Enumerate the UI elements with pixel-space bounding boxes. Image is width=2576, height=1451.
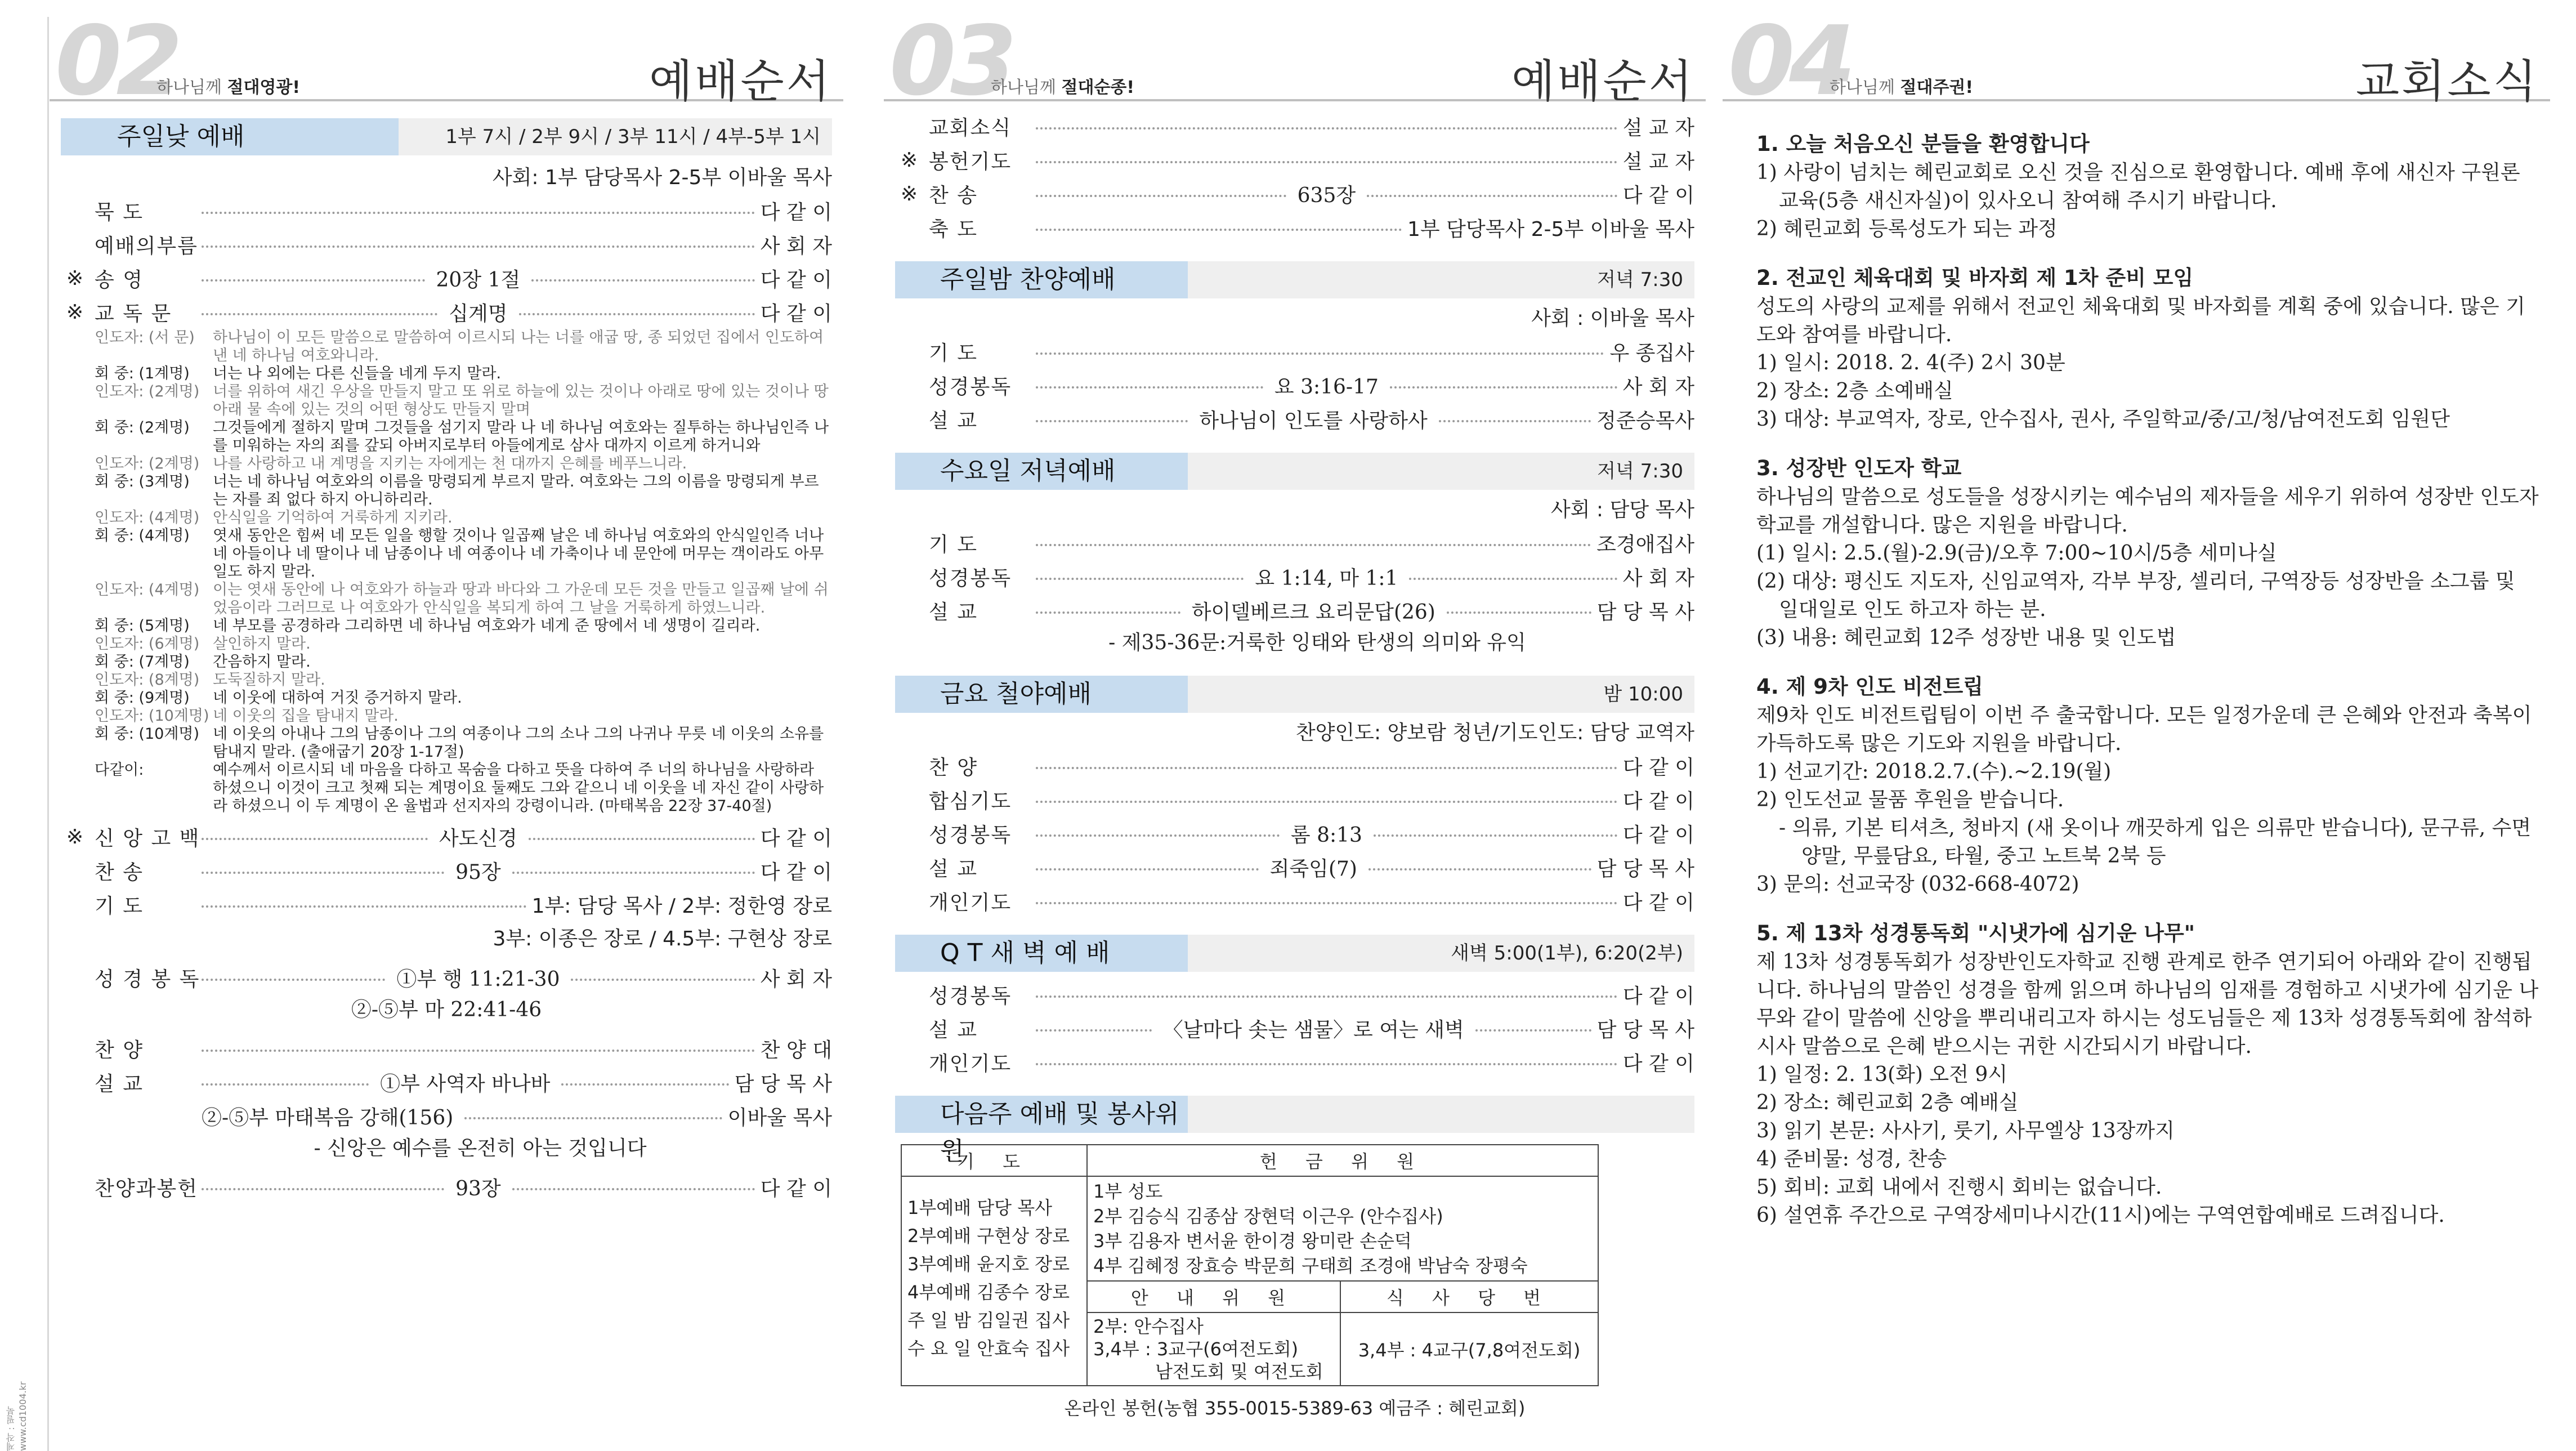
prayer-person: 4부예배 김종수 장로	[907, 1282, 1070, 1303]
verse-text: 그것들에게 절하지 말며 그것들을 섬기지 말라 나 네 하나님 여호와는 질투하는 하나님인즉 나를 미워하는 자의 죄를 갚되 아버지로부터 아들에게로 삼사 대까지 이르게 하거니와	[213, 419, 829, 454]
sermon-row: 설 교 ①부 사역자 바나바 담 당 목 사	[95, 1072, 833, 1096]
verse-text: 간음하지 말라.	[213, 653, 311, 671]
leader-dots	[202, 245, 755, 248]
news-line: 하나님의 말씀으로 성도들을 성장시키는 예수님의 제자들을 세우기 위하여 성장반 인도자 학교를 개설합니다. 많은 지원을 바랍니다.	[1756, 485, 2539, 537]
leader-dots	[202, 279, 425, 282]
sermon-subtitle: - 제35-36문:거룩한 잉태와 탄생의 의미와 유익	[1108, 631, 1526, 654]
speaker: 인도자: (4계명)	[95, 509, 200, 526]
order-label: 교 독 문	[95, 302, 172, 325]
decalogue-line	[95, 707, 832, 725]
decalogue-line	[95, 383, 832, 419]
order-row	[61, 194, 832, 227]
news-heading: 1. 오늘 처음오신 분들을 환영합니다	[1756, 132, 2090, 156]
sermon-subtitle: - 신앙은 예수를 온전히 아는 것입니다	[314, 1137, 647, 1160]
order-detail: 하나님이 인도를 사랑하사	[1199, 409, 1428, 432]
page-title: 예배순서	[1511, 55, 1694, 108]
order-row	[895, 816, 1694, 850]
decalogue-line	[95, 581, 832, 617]
decalogue-line	[95, 455, 832, 473]
order-label: 찬 송	[95, 860, 144, 884]
decalogue-line	[95, 509, 832, 527]
speaker: 회 중: (1계명)	[95, 365, 190, 382]
order-row	[895, 143, 1694, 177]
order-detail: 635장	[1297, 184, 1356, 207]
leader-dots	[1475, 1029, 1591, 1032]
leader-dots	[1036, 1029, 1152, 1032]
order-person: 정준승목사	[1596, 409, 1695, 432]
verse-text: 너는 나 외에는 다른 신들을 네게 두지 말라.	[213, 365, 502, 382]
news-line: 2) 혜린교회 등록성도가 되는 과정	[1756, 217, 2058, 240]
order-person: 다 같 이	[760, 827, 833, 850]
speaker: 회 중: (4계명)	[95, 527, 190, 544]
prayer-person: 수 요 일 안효숙 집사	[907, 1338, 1070, 1359]
leader-dots	[1036, 161, 1617, 163]
decalogue-line	[95, 725, 832, 761]
order-label: 성경봉독	[929, 984, 1012, 1008]
order-label: 교회소식	[929, 116, 1012, 140]
leader-dots	[1036, 127, 1617, 130]
prayer-line-2: 3부: 이종은 장로 / 4.5부: 구현상 장로	[493, 927, 832, 950]
verse-text: 하나님이 이 모든 말씀으로 말씀하여 이르시되 나는 너를 애굽 땅, 종 되었던 집에서 인도하여 낸 네 하나님 여호와니라.	[213, 329, 824, 364]
page-number: 04	[1728, 6, 1850, 117]
leader-dots	[1036, 229, 1402, 231]
leader-dots	[1367, 195, 1617, 197]
panel-divider	[47, 17, 49, 1451]
speaker: 회 중: (10계명)	[95, 725, 200, 743]
speaker: 회 중: (5계명)	[95, 617, 190, 635]
decalogue-line	[95, 329, 832, 365]
order-row	[895, 109, 1694, 143]
order-row	[895, 177, 1694, 211]
verse-text: 네 이웃의 아내나 그의 남종이나 그의 여종이나 그의 소나 그의 나귀나 무릇 네 이웃의 소유를 탐내지 말라. (출애굽기 20장 1-17절)	[213, 725, 824, 761]
leader-dots	[1439, 420, 1591, 422]
order-person: 담 당 목 사	[1596, 1018, 1694, 1042]
order-person: 다 같 이	[1622, 984, 1694, 1008]
verse-text: 네 이웃의 집을 탐내지 말라.	[213, 707, 399, 725]
speaker: 회 중: (2계명)	[95, 419, 190, 436]
verse-text: 안식일을 기억하여 거룩하게 지키라.	[213, 509, 453, 526]
news-line: 2) 장소: 2층 소예배실	[1756, 380, 1953, 403]
section-title: Q T 새 벽 예 배	[895, 935, 1188, 972]
bible-reading-row: 성 경 봉 독 ①부 행 11:21-30 사 회 자	[95, 967, 833, 991]
order-detail: 사도신경	[439, 827, 517, 850]
news-line: 3) 대상: 부교역자, 장로, 안수집사, 권사, 주일학교/중/고/청/남여전도회 임원단	[1756, 408, 2450, 431]
side-credit: 제작 : 필북 www.cd1004.kr	[6, 1381, 28, 1451]
news-line: 5) 회비: 교회 내에서 진행시 회비는 없습니다.	[1756, 1176, 2162, 1199]
decalogue-line	[95, 527, 832, 581]
order-label: 기 도	[95, 894, 144, 918]
speaker: 회 중: (3계명)	[95, 473, 190, 490]
news-line: 4) 준비물: 성경, 찬송	[1756, 1148, 1947, 1171]
news-line: 6) 설연휴 주간으로 구역장세미나시간(11시)에는 구역연합예배로 드려집니다.	[1756, 1204, 2445, 1227]
order-row	[895, 560, 1694, 593]
news-line: 2) 장소: 혜린교회 2층 예배실	[1756, 1091, 2019, 1114]
leader-dots	[1036, 352, 1604, 355]
host-line: 사회 : 담당 목사	[1550, 498, 1694, 521]
order-person: 1부: 담당 목사 / 2부: 정한영 장로	[531, 894, 832, 918]
decalogue-line	[95, 635, 832, 653]
section-bar	[895, 676, 1694, 713]
speaker: 회 중: (9계명)	[95, 689, 190, 707]
leader-dots	[1374, 834, 1617, 837]
leader-dots	[529, 838, 755, 840]
prayer-person: 2부예배 구현상 장로	[907, 1225, 1070, 1247]
mark: ※	[900, 148, 918, 172]
decalogue-line	[95, 761, 832, 815]
leader-dots	[1409, 578, 1617, 580]
leader-dots	[1390, 386, 1617, 389]
order-row	[895, 1045, 1694, 1079]
order-person: 다 같 이	[1622, 184, 1694, 207]
order-label: 축 도	[929, 217, 978, 241]
page-header	[50, 6, 843, 117]
section-bar	[895, 935, 1694, 972]
section-title: 수요일 저녁예배	[895, 453, 1188, 490]
order-row	[895, 884, 1694, 918]
verse-text: 너는 네 하나님 여호와의 이름을 망령되게 부르지 말라. 여호와는 그의 이름을 망령되게 부르는 자를 죄 없다 하지 아니하리라.	[213, 473, 819, 508]
order-row	[895, 783, 1694, 816]
leader-dots	[1447, 611, 1591, 614]
news-line: 1) 선교기간: 2018.2.7.(수).~2.19(월)	[1756, 760, 2112, 783]
verse-text: 예수께서 이르시되 네 마음을 다하고 목숨을 다하고 뜻을 다하여 주 너의 하나님을 사랑하라 하셨으니 이것이 크고 첫째 되는 계명이요 둘째도 그와 같으니 네 이웃을 네 자신 같이 사랑하라 하셨으니 이 두 계명이 온 율법과 선지자의 강령이니라. (마태복음 22장 37-40절)	[213, 761, 824, 815]
section-time: 저녁 7:30	[1188, 261, 1694, 298]
order-row	[895, 402, 1694, 436]
section-time: 밤 10:00	[1188, 676, 1694, 713]
news-heading: 4. 제 9차 인도 비전트립	[1756, 675, 1984, 699]
order-person: 다 같 이	[760, 268, 832, 292]
leader-dots	[1036, 611, 1180, 614]
order-label: 신 앙 고 백	[95, 827, 200, 850]
order-label: 기 도	[929, 341, 978, 365]
order-label: 설 교	[929, 857, 978, 881]
leader-dots	[1036, 578, 1244, 580]
order-label: 묵 도	[95, 200, 144, 224]
leader-dots	[202, 905, 526, 908]
order-detail: 요 1:14, 마 1:1	[1255, 566, 1398, 590]
news-line: 1) 일정: 2. 13(화) 오전 9시	[1756, 1063, 2008, 1086]
order-person: 다 같 이	[760, 860, 832, 884]
verse-text: 네 이웃에 대하여 거짓 증거하지 말라.	[213, 689, 462, 707]
order-detail: 하이델베르크 요리문답(26)	[1191, 600, 1435, 624]
news-line: (3) 내용: 혜린교회 12주 성장반 내용 및 인도법	[1756, 626, 2176, 649]
order-person: 우 종집사	[1609, 341, 1694, 365]
order-person: 다 같 이	[760, 200, 832, 224]
offering-team: 2부 김승식 김종삼 장현덕 이근우 (안수집사)	[1093, 1206, 1443, 1227]
speaker: 인도자: (서 문)	[95, 329, 195, 346]
leader-dots	[202, 872, 444, 874]
order-person: 담 당 목 사	[1596, 857, 1695, 881]
news-line: (2) 대상: 평신도 지도자, 신임교역자, 각부 부장, 셀리더, 구역장등 성장반을 소그룹 및 일대일로 인도 하고자 하는 분.	[1756, 570, 2515, 621]
order-detail: 20장 1절	[436, 268, 521, 292]
leader-dots	[202, 313, 437, 315]
leader-dots	[1036, 195, 1286, 197]
order-row	[61, 261, 832, 295]
news-line: 3) 문의: 선교국장 (032-668-4072)	[1756, 873, 2079, 896]
order-person: 사 회 자	[1622, 375, 1695, 399]
section-title: 주일낮 예배	[61, 118, 399, 155]
leader-dots	[519, 313, 755, 315]
order-label: 성경봉독	[929, 566, 1012, 590]
news-heading: 5. 제 13차 성경통독회 "시냇가에 심기운 나무"	[1756, 921, 2195, 945]
order-row	[61, 820, 832, 854]
mark: ※	[900, 182, 918, 206]
order-label: 합심기도	[929, 789, 1012, 813]
leader-dots	[202, 838, 428, 840]
page-04	[1723, 6, 2550, 1451]
page-header	[884, 6, 1706, 117]
order-label: 성경봉독	[929, 823, 1012, 847]
speaker: 인도자: (10계명)	[95, 707, 209, 725]
order-label: 설 교	[929, 409, 978, 432]
verse-text: 이는 엿새 동안에 나 여호와가 하늘과 땅과 바다와 그 가운데 모든 것을 만들고 일곱째 날에 쉬었음이라 그러므로 나 여호와가 안식일을 복되게 하여 그 날을 거룩하게 하였느니라.	[213, 581, 829, 617]
order-person: 1부 담당목사 2-5부 이바울 목사	[1407, 217, 1694, 241]
decalogue	[61, 329, 832, 815]
sermon-row-2: ②-⑤부 마태복음 강해(156) 이바울 목사	[202, 1106, 832, 1129]
page-number: 03	[889, 6, 1012, 117]
order-detail: 롬 8:13	[1290, 823, 1362, 847]
speaker: 회 중: (7계명)	[95, 653, 190, 671]
decalogue-line	[95, 617, 832, 635]
leader-dots	[531, 279, 755, 282]
order-person: 설 교 자	[1622, 150, 1694, 173]
order-row	[61, 854, 832, 887]
order-row	[895, 977, 1694, 1011]
news-line: 2) 인도선교 물품 후원을 받습니다.	[1756, 788, 2064, 811]
order-label: 설 교	[929, 600, 978, 624]
section-time: 새벽 5:00(1부), 6:20(2부)	[1188, 935, 1694, 972]
order-label: 개인기도	[929, 1052, 1012, 1075]
order-row	[895, 850, 1694, 884]
order-label: 설 교	[929, 1018, 978, 1042]
leader-dots	[1036, 834, 1280, 837]
host-line: 사회 : 이바울 목사	[1531, 307, 1694, 330]
page-header	[1723, 6, 2550, 117]
section-title: 주일밤 찬양예배	[895, 261, 1188, 298]
order-label: 예배의부름	[95, 234, 198, 258]
order-row	[895, 593, 1694, 627]
order-row	[61, 295, 832, 329]
offering-row: 찬양과봉헌 93장 다 같 이	[95, 1177, 832, 1200]
verse-text: 도둑질하지 말라.	[213, 671, 325, 689]
order-row	[895, 749, 1694, 783]
order-row	[895, 334, 1694, 368]
order-person: 다 같 이	[1622, 891, 1694, 914]
order-label: 성경봉독	[929, 375, 1012, 399]
host-line: 사회: 1부 담당목사 2-5부 이바울 목사	[492, 166, 832, 189]
leader-dots	[1036, 420, 1188, 422]
decalogue-line	[95, 653, 832, 671]
speaker: 인도자: (6계명)	[95, 635, 200, 653]
leader-dots	[1036, 544, 1591, 546]
leader-dots	[512, 872, 755, 874]
volunteer-table: 기 도 헌 금 위 원 1부예배 담당 목사 2부예배 구현상 장로 3부예배 윤지호 장로 4부예배 김종수 장로 주 일 밤 김일권 집사 수 요 일 안효숙 집사 1부 성도 2부 김승식 김종삼 장현덕 이근우 (안수집사) 3부 김용자 변서윤 한이경 왕미란 손순덕 4부 김혜정 장효승 박문희 구태희 조경애 박남숙 장평숙 안 내 위 원 식 사 당 번 2부: 안수집사 3,4부 : 3교구(6여전도회) 남전도회 및 여전도회 3,4부 : 4교구(7,8여전도회)	[901, 1144, 1599, 1386]
leader-dots	[1036, 902, 1617, 904]
verse-text: 살인하지 말라.	[213, 635, 311, 653]
order-person: 다 같 이	[1622, 823, 1694, 847]
leader-dots	[1368, 868, 1591, 870]
news-line: 제9차 인도 비전트립팀이 이번 주 출국합니다. 모든 일정가운데 큰 은혜와 안전과 축복이 가득하도록 많은 기도와 지원을 바랍니다.	[1756, 704, 2532, 755]
section-title: 금요 철야예배	[895, 676, 1188, 713]
news-line: 3) 읽기 본문: 사사기, 룻기, 사무엘상 13장까지	[1756, 1119, 2175, 1142]
order-detail: 십계명	[449, 302, 508, 325]
news-heading: 3. 성장반 인도자 학교	[1756, 456, 1962, 480]
news-line: (1) 일시: 2.5.(월)-2.9(금)/오후 7:00~10시/5층 세미나실	[1756, 542, 2277, 565]
section-title: 다음주 예배 및 봉사위원	[895, 1096, 1188, 1133]
section-time	[1188, 1096, 1694, 1133]
decalogue-line	[95, 689, 832, 707]
speaker: 다같이:	[95, 761, 144, 779]
leader-dots	[1036, 767, 1617, 769]
news-line: 제 13차 성경통독회가 성장반인도자학교 진행 관계로 한주 연기되어 아래와 같이 진행됩니다. 하나님의 말씀인 성경을 함께 읽으며 하나님의 임재를 경험하고 시냇가에 심기운 나무와 같이 말씀에 신앙을 뿌리내리고자 하시는 성도님들은 제 13차 성경통독회에 참석하시사 말씀으로 은혜 받으시는 귀한 시간되시기 바랍니다.	[1756, 950, 2539, 1058]
page-title: 교회소식	[2355, 55, 2539, 108]
verse-text: 엿새 동안은 힘써 네 모든 일을 행할 것이나 일곱째 날은 네 하나님 여호와의 안식일인즉 너나 네 아들이나 네 딸이나 네 남종이나 네 여종이나 네 가축이나 네 문안에 머무는 객이라도 아무 일도 하지 말라.	[213, 527, 824, 581]
decalogue-line	[95, 671, 832, 689]
news-line: 성도의 사랑의 교제를 위해서 전교인 체육대회 및 바자회를 계획 중에 있습니다. 많은 기도와 참여를 바랍니다.	[1756, 295, 2525, 346]
order-row	[61, 227, 832, 261]
leader-dots	[1036, 995, 1617, 998]
order-detail: 95장	[455, 860, 501, 884]
offering-team: 4부 김혜정 장효승 박문희 구태희 조경애 박남숙 장평숙	[1093, 1255, 1528, 1276]
mark: ※	[66, 825, 83, 849]
verse-text: 너를 위하여 새긴 우상을 만들지 말고 또 위로 하늘에 있는 것이나 아래로 땅에 있는 것이나 땅 아래 물 속에 있는 것의 어떤 형상도 만들지 말며	[213, 383, 829, 418]
leader-dots	[202, 212, 755, 214]
order-person: 다 같 이	[1622, 789, 1694, 813]
order-label: 찬 양	[929, 756, 978, 779]
order-label: 기 도	[929, 533, 978, 556]
page-number: 02	[55, 6, 177, 117]
leader-dots	[1036, 801, 1617, 803]
order-label: 송 영	[95, 268, 144, 292]
prayer-person: 3부예배 윤지호 장로	[907, 1253, 1070, 1275]
news-line: 1) 일시: 2018. 2. 4(주) 2시 30분	[1756, 351, 2065, 374]
section-bar	[895, 453, 1694, 490]
mark: ※	[66, 300, 83, 324]
prayer-person: 주 일 밤 김일권 집사	[907, 1310, 1070, 1331]
order-person: 다 같 이	[760, 302, 833, 325]
church-news	[1723, 101, 2550, 1230]
order-person: 다 같 이	[1622, 1052, 1694, 1075]
speaker: 인도자: (2계명)	[95, 383, 200, 400]
prayer-person: 1부예배 담당 목사	[907, 1197, 1053, 1218]
verse-text: 나를 사랑하고 내 계명을 지키는 자에게는 천 대까지 은혜를 베푸느니라.	[213, 455, 687, 472]
order-person: 조경애집사	[1596, 533, 1694, 556]
online-offering: 온라인 봉헌(농협 355-0015-5389-63 예금주 : 혜린교회)	[1064, 1398, 1526, 1419]
decalogue-line	[95, 473, 832, 509]
order-person: 다 같 이	[1622, 756, 1694, 779]
section-bar	[895, 261, 1694, 298]
page-02	[50, 6, 843, 1451]
order-row	[895, 526, 1694, 560]
order-person: 담 당 목 사	[1596, 600, 1695, 624]
speaker: 인도자: (2계명)	[95, 455, 200, 472]
speaker: 인도자: (4계명)	[95, 581, 200, 599]
order-label: 개인기도	[929, 891, 1012, 914]
news-line: 1) 사랑이 넘치는 혜린교회로 오신 것을 진심으로 환영합니다. 예배 후에 새신자 구원론 교육(5층 새신자실)이 있사오니 참여해 주시기 바랍니다.	[1756, 161, 2520, 212]
offering-team: 1부 성도	[1093, 1181, 1163, 1202]
choir-row: 찬 양 찬 양 대	[95, 1038, 832, 1062]
page-03	[884, 6, 1706, 1451]
page-title: 예배순서	[649, 55, 832, 108]
order-row	[61, 887, 832, 921]
slogan: 하나님께 절대주권!	[1830, 78, 1974, 97]
slogan: 하나님께 절대순종!	[991, 78, 1135, 97]
host-line: 찬양인도: 양보람 청년/기도인도: 담당 교역자	[1295, 721, 1694, 744]
spacer	[895, 972, 1694, 977]
bible-line-2: ②-⑤부 마 22:41-46	[351, 998, 542, 1021]
order-label: 봉헌기도	[929, 150, 1012, 173]
order-detail: 죄죽임(7)	[1269, 857, 1357, 881]
section-time: 저녁 7:30	[1188, 453, 1694, 490]
mark: ※	[66, 266, 83, 290]
order-row	[895, 211, 1694, 244]
slogan: 하나님께 절대영광!	[156, 78, 301, 97]
order-person: 사 회 자	[760, 234, 832, 258]
order-detail: 〈날마다 솟는 샘물〉로 여는 새벽	[1162, 1018, 1464, 1042]
leader-dots	[1036, 1063, 1617, 1065]
leader-dots	[1036, 386, 1263, 389]
news-heading: 2. 전교인 체육대회 및 바자회 제 1차 준비 모임	[1756, 266, 2194, 290]
speaker: 인도자: (8계명)	[95, 671, 200, 689]
section-times: 1부 7시 / 2부 9시 / 3부 11시 / 4부-5부 1시	[399, 118, 832, 155]
order-row	[895, 1011, 1694, 1045]
section-bar	[61, 118, 832, 155]
verse-text: 네 부모를 공경하라 그리하면 네 하나님 여호와가 네게 준 땅에서 네 생명이 길리라.	[213, 617, 761, 635]
order-person: 사 회 자	[1622, 566, 1695, 590]
order-detail: 요 3:16-17	[1274, 375, 1379, 399]
order-row	[895, 368, 1694, 402]
offering-team: 3부 김용자 변서윤 한이경 왕미란 손순덕	[1093, 1230, 1412, 1252]
decalogue-line	[95, 365, 832, 383]
news-line: - 의류, 기본 티셔츠, 청바지 (새 옷이나 깨끗하게 입은 의류만 받습니다), 문구류, 수면양말, 무릎담요, 타월, 중고 노트북 2북 등	[1779, 816, 2532, 868]
order-label: 찬 송	[929, 184, 978, 207]
section-bar	[895, 1096, 1694, 1166]
decalogue-line	[95, 419, 832, 455]
leader-dots	[1036, 868, 1259, 870]
order-person: 설 교 자	[1622, 116, 1694, 140]
